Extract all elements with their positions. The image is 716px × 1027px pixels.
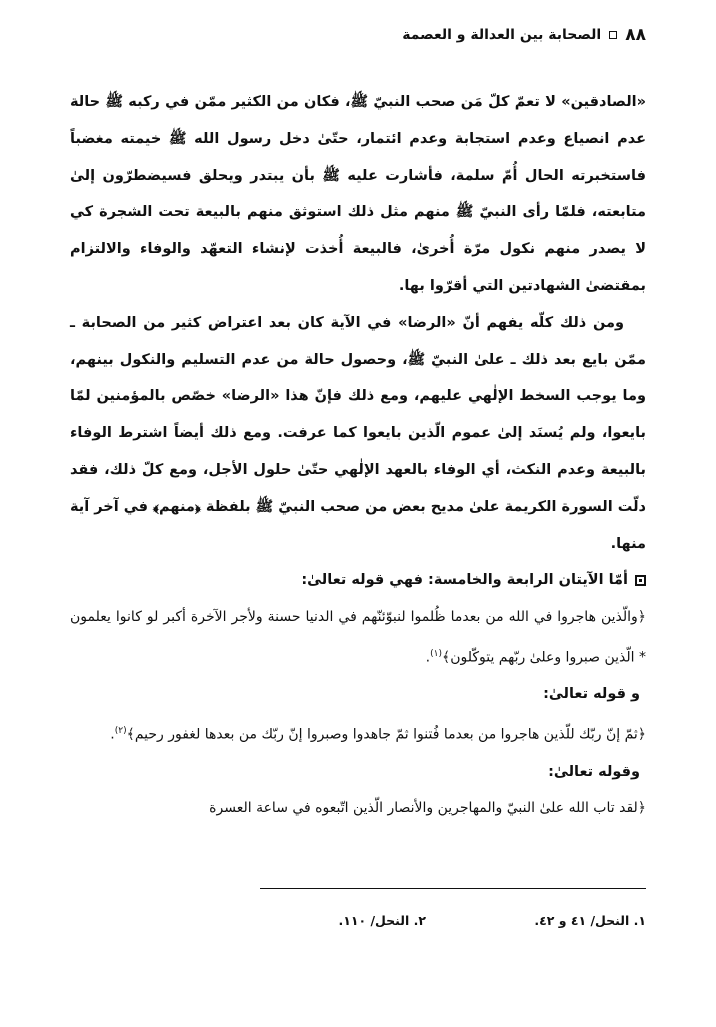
running-header (70, 22, 646, 48)
section-heading-text: أمّا الآيتان الرابعة والخامسة: فهي قوله تعالىٰ: (301, 572, 628, 589)
paragraph-2: ومن ذلك كلّه يفهم أنّ «الرضا» في الآية كان بعد اعتراض كثير من الصحابة ـ ممّن بايع بعد ذلك ـ علىٰ النبيّ ﷺ، وحصول حالة من عدم التسليم والنكول بينهم، وما يوجب السخط الإلٰهي عليهم، ومع ذلك فإنّ هذا «الرضا» خصّص بالمؤمنين لمّا بايعوا، ولم يُسنَد إلىٰ عموم الّذين بايعوا كما عرفت. ومع ذلك أيضاً اشترط الوفاء بالبيعة وعدم النكث، أي الوفاء بالعهد الإلٰهي حتّىٰ حلول الأجل، ومع كلّ ذلك، فقد دلّت السورة الكريمة علىٰ مديح بعض من صحب النبيّ ﷺ بلفظة ﴿منهم﴾ في آخر آية منها. (70, 314, 646, 552)
verse-intro-3: وقوله تعالىٰ: (548, 763, 640, 780)
quote-1-text: ﴿والّذين هاجروا في الله من بعدما ظُلموا لنبوّئنّهم في الدنيا حسنة ولأجر الآخرة أكبر لو كانوا يعلمون * الّذين صبروا وعلىٰ ربّهم يتوكّلون﴾ (70, 609, 646, 666)
bullet-square-icon (635, 575, 646, 586)
quran-quote-2: ﴿ثمّ إنّ ربّك للّذين هاجروا من بعدما فُتنوا ثمّ جاهدوا وصبروا إنّ ربّك من بعدها لغفور رحيم﴾$^{(٢)}$. (110, 726, 646, 743)
page-number: ٨٨ (625, 25, 646, 45)
footnote-ref-2: (٢) (114, 726, 127, 737)
main-text (70, 84, 646, 827)
running-title: الصحابة بين العدالة و العصمة (402, 27, 602, 43)
footnote-2: ٢. النحل/ ١١٠. (338, 913, 426, 928)
quote-2-text: ﴿ثمّ إنّ ربّك للّذين هاجروا من بعدما فُتنوا ثمّ جاهدوا وصبروا إنّ ربّك من بعدها لغفور رحيم﴾ (126, 726, 646, 743)
footnote-ref-1: (١) (430, 648, 442, 659)
verse-intro-2: و قوله تعالىٰ: (543, 686, 640, 703)
section-heading (70, 562, 646, 599)
quran-quote-3: ﴿لقد تاب الله علىٰ النبيّ والمهاجرين والأنصار الّذين اتّبعوه في ساعة العسرة (209, 800, 646, 817)
square-separator-icon (609, 31, 617, 39)
footnotes (70, 913, 646, 928)
quran-quote-1: ﴿والّذين هاجروا في الله من بعدما ظُلموا لنبوّئنّهم في الدنيا حسنة ولأجر الآخرة أكبر لو كانوا يعلمون * الّذين صبروا وعلىٰ ربّهم يتوكّلون﴾$^{(١)}$. (70, 609, 646, 666)
footnote-1: ١. النحل/ ٤١ و ٤٢. (534, 913, 646, 928)
footnote-divider (260, 888, 646, 889)
paragraph-1: «الصادقين» لا تعمّ كلّ مَن صحب النبيّ ﷺ، فكان من الكثير ممّن في ركبه ﷺ حالة عدم انصياع وعدم استجابة وعدم ائتمار، حتّىٰ دخل رسول الله ﷺ خيمته مغضباً فاستخبرته الحال أُمّ سلمة، فأشارت عليه ﷺ بأن يبتدر ويحلق فسيضطرّون إلىٰ متابعته، فلمّا رأى النبيّ ﷺ منهم مثل ذلك استوثق منهم بالبيعة تحت الشجرة كي لا يصدر منهم نكول مرّة أُخرىٰ، فالبيعة أُخذت لإنشاء التعهّد والوفاء والالتزام بمقتضىٰ الشهادتين التي أقرّوا بها. (70, 94, 646, 294)
